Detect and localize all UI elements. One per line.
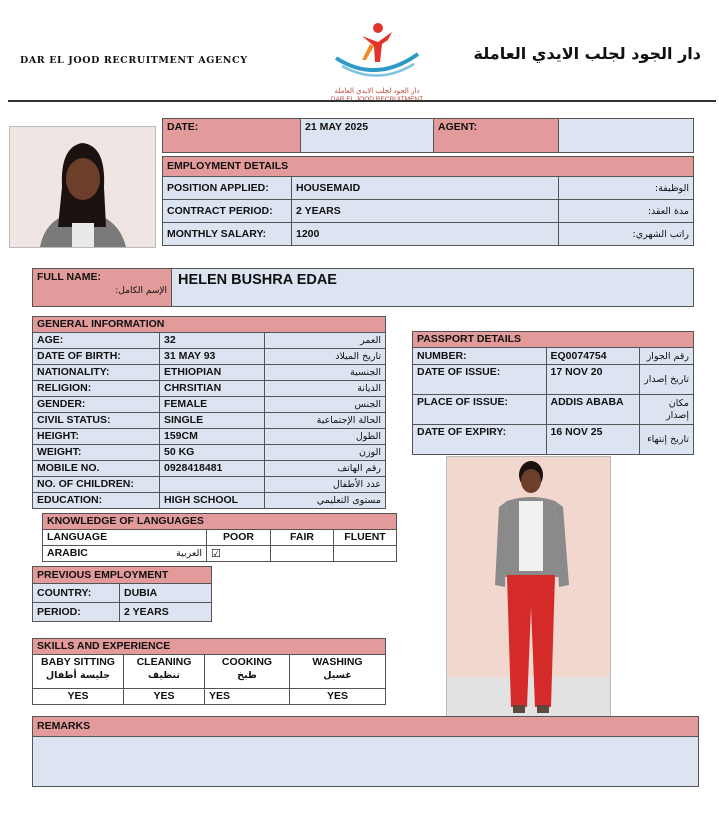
mobile-label: MOBILE NO. [33,461,160,477]
position-label: POSITION APPLIED: [163,177,292,200]
passport-number-label-ar: رقم الجواز [640,348,694,365]
religion-label: RELIGION: [33,381,160,397]
skill-baby-sitting-value: YES [33,689,124,705]
full-name-label-ar: الإسم الكامل: [115,286,167,296]
civil-status-label: CIVIL STATUS: [33,413,160,429]
skill-washing-en: WASHING [312,656,363,668]
skill-washing [290,655,386,689]
monthly-salary-label: MONTHLY SALARY: [163,223,292,246]
skill-washing-ar: غسيل [323,670,352,681]
languages-table [42,513,397,562]
dob-value: 31 MAY 93 [160,349,265,365]
agency-name-ar: دار الجود لجلب الايدي العاملة [473,44,701,63]
dob-label-ar: تاريخ الميلاد [265,349,386,365]
remarks-value [33,737,699,787]
skill-cooking [205,655,290,689]
weight-value: 50 KG [160,445,265,461]
place-of-issue-value: ADDIS ABABA [546,395,640,425]
skills-table [32,638,386,705]
place-of-issue-label: PLACE OF ISSUE: [413,395,547,425]
arabic-fair-cell [271,546,334,562]
religion-label-ar: الديانة [265,381,386,397]
expiry-date-label-ar: تاريخ إنتهاء [640,425,694,455]
general-information-table [32,316,386,509]
gender-value: FEMALE [160,397,265,413]
weight-label: WEIGHT: [33,445,160,461]
passport-number-value: EQ0074754 [546,348,640,365]
arabic-poor-checkbox: ☑ [207,546,271,562]
age-value: 32 [160,333,265,349]
issue-date-value: 17 NOV 20 [546,365,640,395]
skill-washing-value: YES [290,689,386,705]
nationality-value: ETHIOPIAN [160,365,265,381]
contract-period-label-ar: مدة العقد: [559,200,694,223]
nationality-label: NATIONALITY: [33,365,160,381]
weight-label-ar: الوزن [265,445,386,461]
country-label: COUNTRY: [33,584,120,603]
agent-label: AGENT: [434,119,559,153]
expiry-date-label: DATE OF EXPIRY: [413,425,547,455]
mobile-value: 0928418481 [160,461,265,477]
education-label: EDUCATION: [33,493,160,509]
skill-cleaning [124,655,205,689]
agent-value [559,119,694,153]
passport-details-table [412,331,694,455]
monthly-salary-label-ar: راتب الشهري: [559,223,694,246]
language-arabic-ar: العربية [176,548,202,559]
education-label-ar: مستوى التعليمي [265,493,386,509]
children-value [160,477,265,493]
children-label-ar: عدد الأطفال [265,477,386,493]
applicant-full-body-photo [446,456,611,720]
height-value: 159CM [160,429,265,445]
languages-title: KNOWLEDGE OF LANGUAGES [43,514,397,530]
employment-details-title: EMPLOYMENT DETAILS [163,157,694,177]
age-label-ar: العمر [265,333,386,349]
language-arabic [43,546,207,562]
general-information-title: GENERAL INFORMATION [33,317,386,333]
logo-text-ar: دار الجود لجلب الايدي العاملة [334,87,420,95]
remarks-table [32,716,699,787]
date-label: DATE: [163,119,301,153]
remarks-title: REMARKS [33,717,699,737]
civil-status-label-ar: الحالة الإجتماعية [265,413,386,429]
full-name-label: FULL NAME: [37,271,101,283]
issue-date-label: DATE OF ISSUE: [413,365,547,395]
religion-value: CHRSITIAN [160,381,265,397]
contract-period-value: 2 YEARS [292,200,559,223]
skill-cooking-ar: طبخ [237,670,257,681]
country-value: DUBIA [120,584,212,603]
issue-date-label-ar: تاريخ إصدار [640,365,694,395]
monthly-salary-value: 1200 [292,223,559,246]
nationality-label-ar: الجنسية [265,365,386,381]
skill-cooking-value: YES [205,689,290,705]
skill-cleaning-en: CLEANING [136,656,192,668]
fair-header: FAIR [271,530,334,546]
age-label: AGE: [33,333,160,349]
skill-baby-sitting-ar: جليسة أطفال [45,670,111,681]
skill-cleaning-ar: تنظيف [148,670,180,681]
fluent-header: FLUENT [334,530,397,546]
agency-name-en: DAR EL JOOD RECRUITMENT AGENCY [20,55,248,66]
full-name-table [32,268,694,307]
skill-cleaning-value: YES [124,689,205,705]
previous-employment-table [32,566,212,622]
applicant-portrait-photo [9,126,156,248]
skill-baby-sitting [33,655,124,689]
poor-header: POOR [207,530,271,546]
gender-label-ar: الجنس [265,397,386,413]
place-of-issue-label-ar: مكان إصدار [640,395,694,425]
language-arabic-en: ARABIC [47,547,88,559]
header-divider [8,100,716,102]
position-value: HOUSEMAID [292,177,559,200]
period-label: PERIOD: [33,603,120,622]
date-value: 21 MAY 2025 [301,119,434,153]
passport-details-title: PASSPORT DETAILS [413,332,694,348]
full-name-value: HELEN BUSHRA EDAE [172,269,694,307]
dob-label: DATE OF BIRTH: [33,349,160,365]
skill-cooking-en: COOKING [221,656,273,668]
mobile-label-ar: رقم الهاتف [265,461,386,477]
education-value: HIGH SCHOOL [160,493,265,509]
language-header: LANGUAGE [43,530,207,546]
gender-label: GENDER: [33,397,160,413]
height-label: HEIGHT: [33,429,160,445]
date-agent-table [162,118,694,153]
skill-baby-sitting-en: BABY SITTING [41,656,115,668]
employment-details-table [162,156,694,246]
expiry-date-value: 16 NOV 25 [546,425,640,455]
skills-title: SKILLS AND EXPERIENCE [33,639,386,655]
previous-employment-title: PREVIOUS EMPLOYMENT [33,567,212,584]
civil-status-value: SINGLE [160,413,265,429]
arabic-fluent-cell [334,546,397,562]
children-label: NO. OF CHILDREN: [33,477,160,493]
height-label-ar: الطول [265,429,386,445]
passport-number-label: NUMBER: [413,348,547,365]
period-value: 2 YEARS [120,603,212,622]
agency-logo [318,20,436,100]
contract-period-label: CONTRACT PERIOD: [163,200,292,223]
position-label-ar: الوظيفة: [559,177,694,200]
logo-icon [318,20,436,82]
